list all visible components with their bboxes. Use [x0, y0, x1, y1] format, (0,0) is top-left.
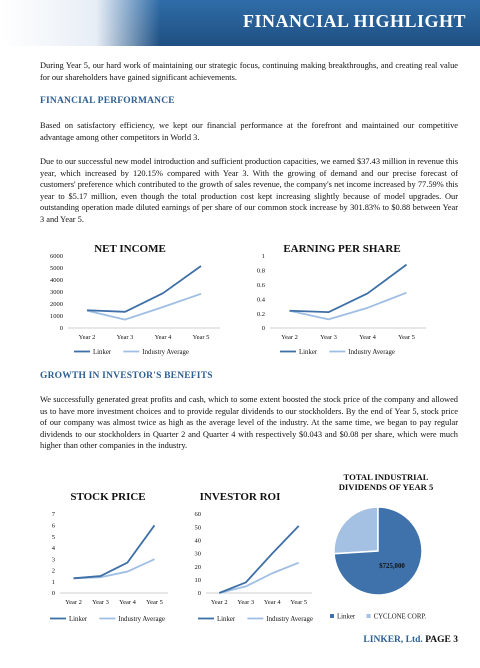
y-tick-label: 10	[194, 577, 201, 585]
x-tick-label: Year 5	[192, 334, 210, 341]
pie-slice-cyclone	[334, 507, 378, 554]
series-line-industry-average	[290, 293, 407, 320]
header-banner	[0, 0, 480, 46]
y-tick-label: 0	[261, 325, 265, 333]
y-tick-label: 40	[194, 537, 201, 545]
x-tick-label: Year 2	[78, 334, 96, 341]
pie-chart-title: TOTAL INDUSTRIAL DIVIDENDS OF YEAR 5	[338, 472, 434, 492]
investor-paragraph: We successfully generated great profits and cash, which to some extent boosted the stock price of the company and allowed us to have more investment choices and to provide regular dividends to our stockholders. By the end of Year 5, stock price of our company was almost twice as high as the average level of the industry. At the same time, we began to pay regular dividends to our stockholders in Quarter 2 and Quarter 4 with respectively $0.043 and $0.08 per share, which were much higher than other companies in the industry.	[40, 395, 458, 451]
x-tick-label: Year 3	[116, 334, 134, 341]
x-tick-label: Year 3	[92, 599, 109, 606]
x-tick-label: Year 4	[119, 599, 136, 606]
investor-roi-chart	[184, 486, 334, 628]
series-line-industry-average	[87, 294, 201, 320]
y-tick-label: 30	[194, 550, 201, 558]
intro-paragraph: During Year 5, our hard work of maintaining our strategic focus, continuing making breakthroughs, and creating real value for our shareholders have gained significant achievements.	[40, 61, 458, 82]
y-tick-label: 5000	[50, 265, 63, 273]
legend-label: Industry Average	[118, 616, 165, 623]
y-tick-label: 2000	[50, 301, 63, 309]
x-tick-label: Year 2	[65, 599, 82, 606]
y-tick-label: 3000	[50, 289, 63, 297]
y-tick-label: 0	[197, 590, 201, 598]
x-tick-label: Year 2	[210, 599, 228, 606]
y-tick-label: 6	[51, 522, 55, 530]
page-footer	[363, 635, 458, 645]
x-tick-label: Year 2	[281, 334, 298, 341]
x-tick-label: Year 3	[320, 334, 337, 341]
series-line-linker	[87, 266, 201, 312]
y-tick-label: 1	[261, 253, 265, 261]
y-tick-label: 50	[194, 524, 201, 532]
legend-label: Industry Average	[266, 616, 313, 623]
y-tick-label: 0	[59, 325, 63, 333]
series-line-linker	[219, 526, 299, 593]
x-tick-label: Year 4	[359, 334, 376, 341]
legend-swatch	[367, 614, 371, 618]
y-tick-label: 0.4	[256, 296, 265, 304]
footer-page-number: PAGE 3	[425, 635, 458, 645]
legend-label: Linker	[93, 349, 112, 356]
y-tick-label: 20	[194, 563, 201, 571]
section-heading-investor-benefits: GROWTH IN INVESTOR'S BENEFITS	[40, 371, 213, 381]
chart-title: NET INCOME	[94, 243, 166, 255]
pie-data-label: $725,000	[379, 563, 405, 570]
x-tick-label: Year 5	[398, 334, 415, 341]
x-tick-label: Year 4	[154, 334, 172, 341]
y-tick-label: 1000	[50, 313, 63, 321]
chart-title: STOCK PRICE	[70, 491, 146, 503]
legend-label: Industry Average	[348, 349, 395, 356]
financial-paragraph-1: Based on satisfactory efficiency, we kept our financial performance at the forefront and maintained our competitive advantage among other competitors in World 3.	[40, 121, 458, 142]
chart-title: EARNING PER SHARE	[283, 243, 401, 255]
financial-paragraph-2: Due to our successful new model introduction and sufficient production capacities, we earned $37.43 million in revenue this year, which increased by 120.15% compared with Year 3. With the growing of demand and our precise forecast of customers' preference which contributed to the growth of sales revenue, the company's net income increased by 77.59% this year to $5.17 million, even though the total production cost kept increasing slightly because of model upgrades. Our outstanding operation made diluted earnings of per share of our common stock increase by 301.83% to $0.88 between Year 3 and Year 5.	[40, 157, 458, 224]
y-tick-label: 4	[51, 545, 55, 553]
x-tick-label: Year 5	[146, 599, 163, 606]
x-tick-label: Year 5	[290, 599, 308, 606]
page-title: FINANCIAL HIGHLIGHT	[242, 11, 466, 31]
earning-per-share-chart	[248, 236, 448, 360]
legend-label: CYCLONE CORP.	[373, 613, 427, 621]
y-tick-label: 2	[51, 567, 55, 575]
legend-swatch	[330, 614, 334, 618]
dividends-pie-chart	[326, 498, 456, 624]
y-tick-label: 6000	[50, 253, 63, 261]
chart-title: INVESTOR ROI	[199, 491, 281, 503]
legend-label: Linker	[299, 349, 318, 356]
section-heading-financial-performance: FINANCIAL PERFORMANCE	[40, 96, 175, 106]
y-tick-label: 0.2	[256, 310, 265, 318]
footer-company: LINKER, Ltd.	[363, 635, 423, 645]
y-tick-label: 1	[51, 578, 55, 586]
y-tick-label: 4000	[50, 277, 63, 285]
x-tick-label: Year 4	[263, 599, 281, 606]
stock-price-chart	[36, 486, 186, 628]
y-tick-label: 3	[51, 556, 55, 564]
legend-label: Linker	[217, 616, 236, 623]
y-tick-label: 0	[51, 590, 55, 598]
y-tick-label: 5	[51, 533, 55, 541]
net-income-chart	[28, 236, 228, 360]
y-tick-label: 0.6	[256, 282, 265, 289]
y-tick-label: 60	[194, 511, 201, 519]
y-tick-label: 7	[51, 511, 55, 519]
legend-label: Linker	[69, 616, 88, 623]
series-line-linker	[290, 265, 407, 313]
legend-label: Linker	[337, 613, 356, 621]
y-tick-label: 0.8	[256, 267, 265, 275]
x-tick-label: Year 3	[237, 599, 255, 606]
series-line-linker	[74, 525, 155, 578]
banner-ribbon	[0, 0, 160, 46]
legend-label: Industry Average	[142, 349, 189, 356]
